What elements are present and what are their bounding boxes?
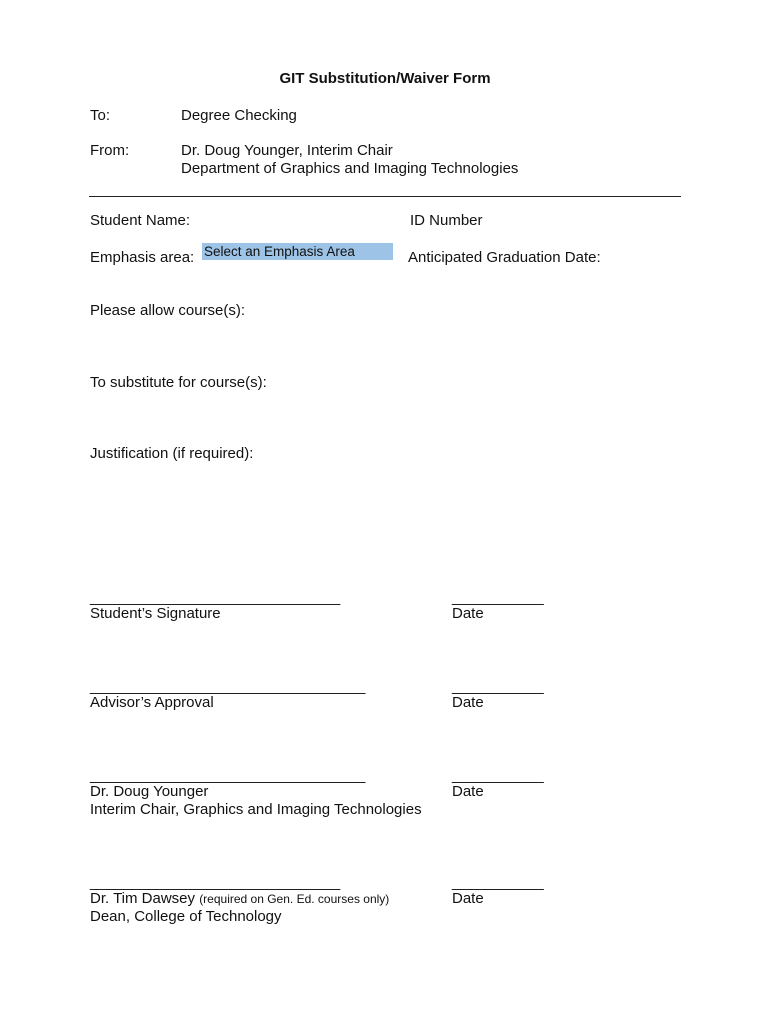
from-line-1: Dr. Doug Younger, Interim Chair [181, 142, 393, 159]
advisor-approval-label: Advisor’s Approval [90, 694, 214, 711]
to-value: Degree Checking [181, 107, 297, 124]
dean-date-label: Date [452, 890, 484, 907]
form-title: GIT Substitution/Waiver Form [279, 70, 491, 87]
advisor-date-label: Date [452, 694, 484, 711]
student-signature-label: Student’s Signature [90, 605, 221, 622]
from-label: From: [90, 142, 130, 159]
dean-title: Dean, College of Technology [90, 908, 282, 925]
id-number-label: ID Number [410, 212, 483, 229]
dean-signature-line[interactable]: ______________________________ [90, 874, 341, 891]
advisor-date-line[interactable]: ___________ [452, 678, 544, 695]
dean-name-row [90, 890, 389, 907]
student-date-label: Date [452, 605, 484, 622]
chair-signature-line[interactable]: _________________________________ [90, 767, 366, 784]
graduation-date-label: Anticipated Graduation Date: [408, 249, 601, 266]
header-divider [89, 196, 681, 197]
chair-title: Interim Chair, Graphics and Imaging Technologies [90, 801, 422, 818]
dean-date-line[interactable]: ___________ [452, 874, 544, 891]
chair-name: Dr. Doug Younger [90, 783, 209, 800]
dean-note: (required on Gen. Ed. courses only) [199, 892, 390, 906]
student-name-label: Student Name: [90, 212, 191, 229]
advisor-signature-line[interactable]: _________________________________ [90, 678, 366, 695]
emphasis-label: Emphasis area: [90, 249, 195, 266]
chair-date-label: Date [452, 783, 484, 800]
substitute-courses-label: To substitute for course(s): [90, 374, 267, 391]
allow-courses-label: Please allow course(s): [90, 302, 246, 319]
emphasis-area-select[interactable]: Select an Emphasis Area [202, 243, 393, 260]
dean-name: Dr. Tim Dawsey [90, 890, 196, 907]
student-signature-line[interactable]: ______________________________ [90, 589, 341, 606]
justification-label: Justification (if required): [90, 445, 254, 462]
to-label: To: [90, 107, 111, 124]
from-line-2: Department of Graphics and Imaging Technologies [181, 160, 519, 177]
chair-date-line[interactable]: ___________ [452, 767, 544, 784]
student-date-line[interactable]: ___________ [452, 589, 544, 606]
